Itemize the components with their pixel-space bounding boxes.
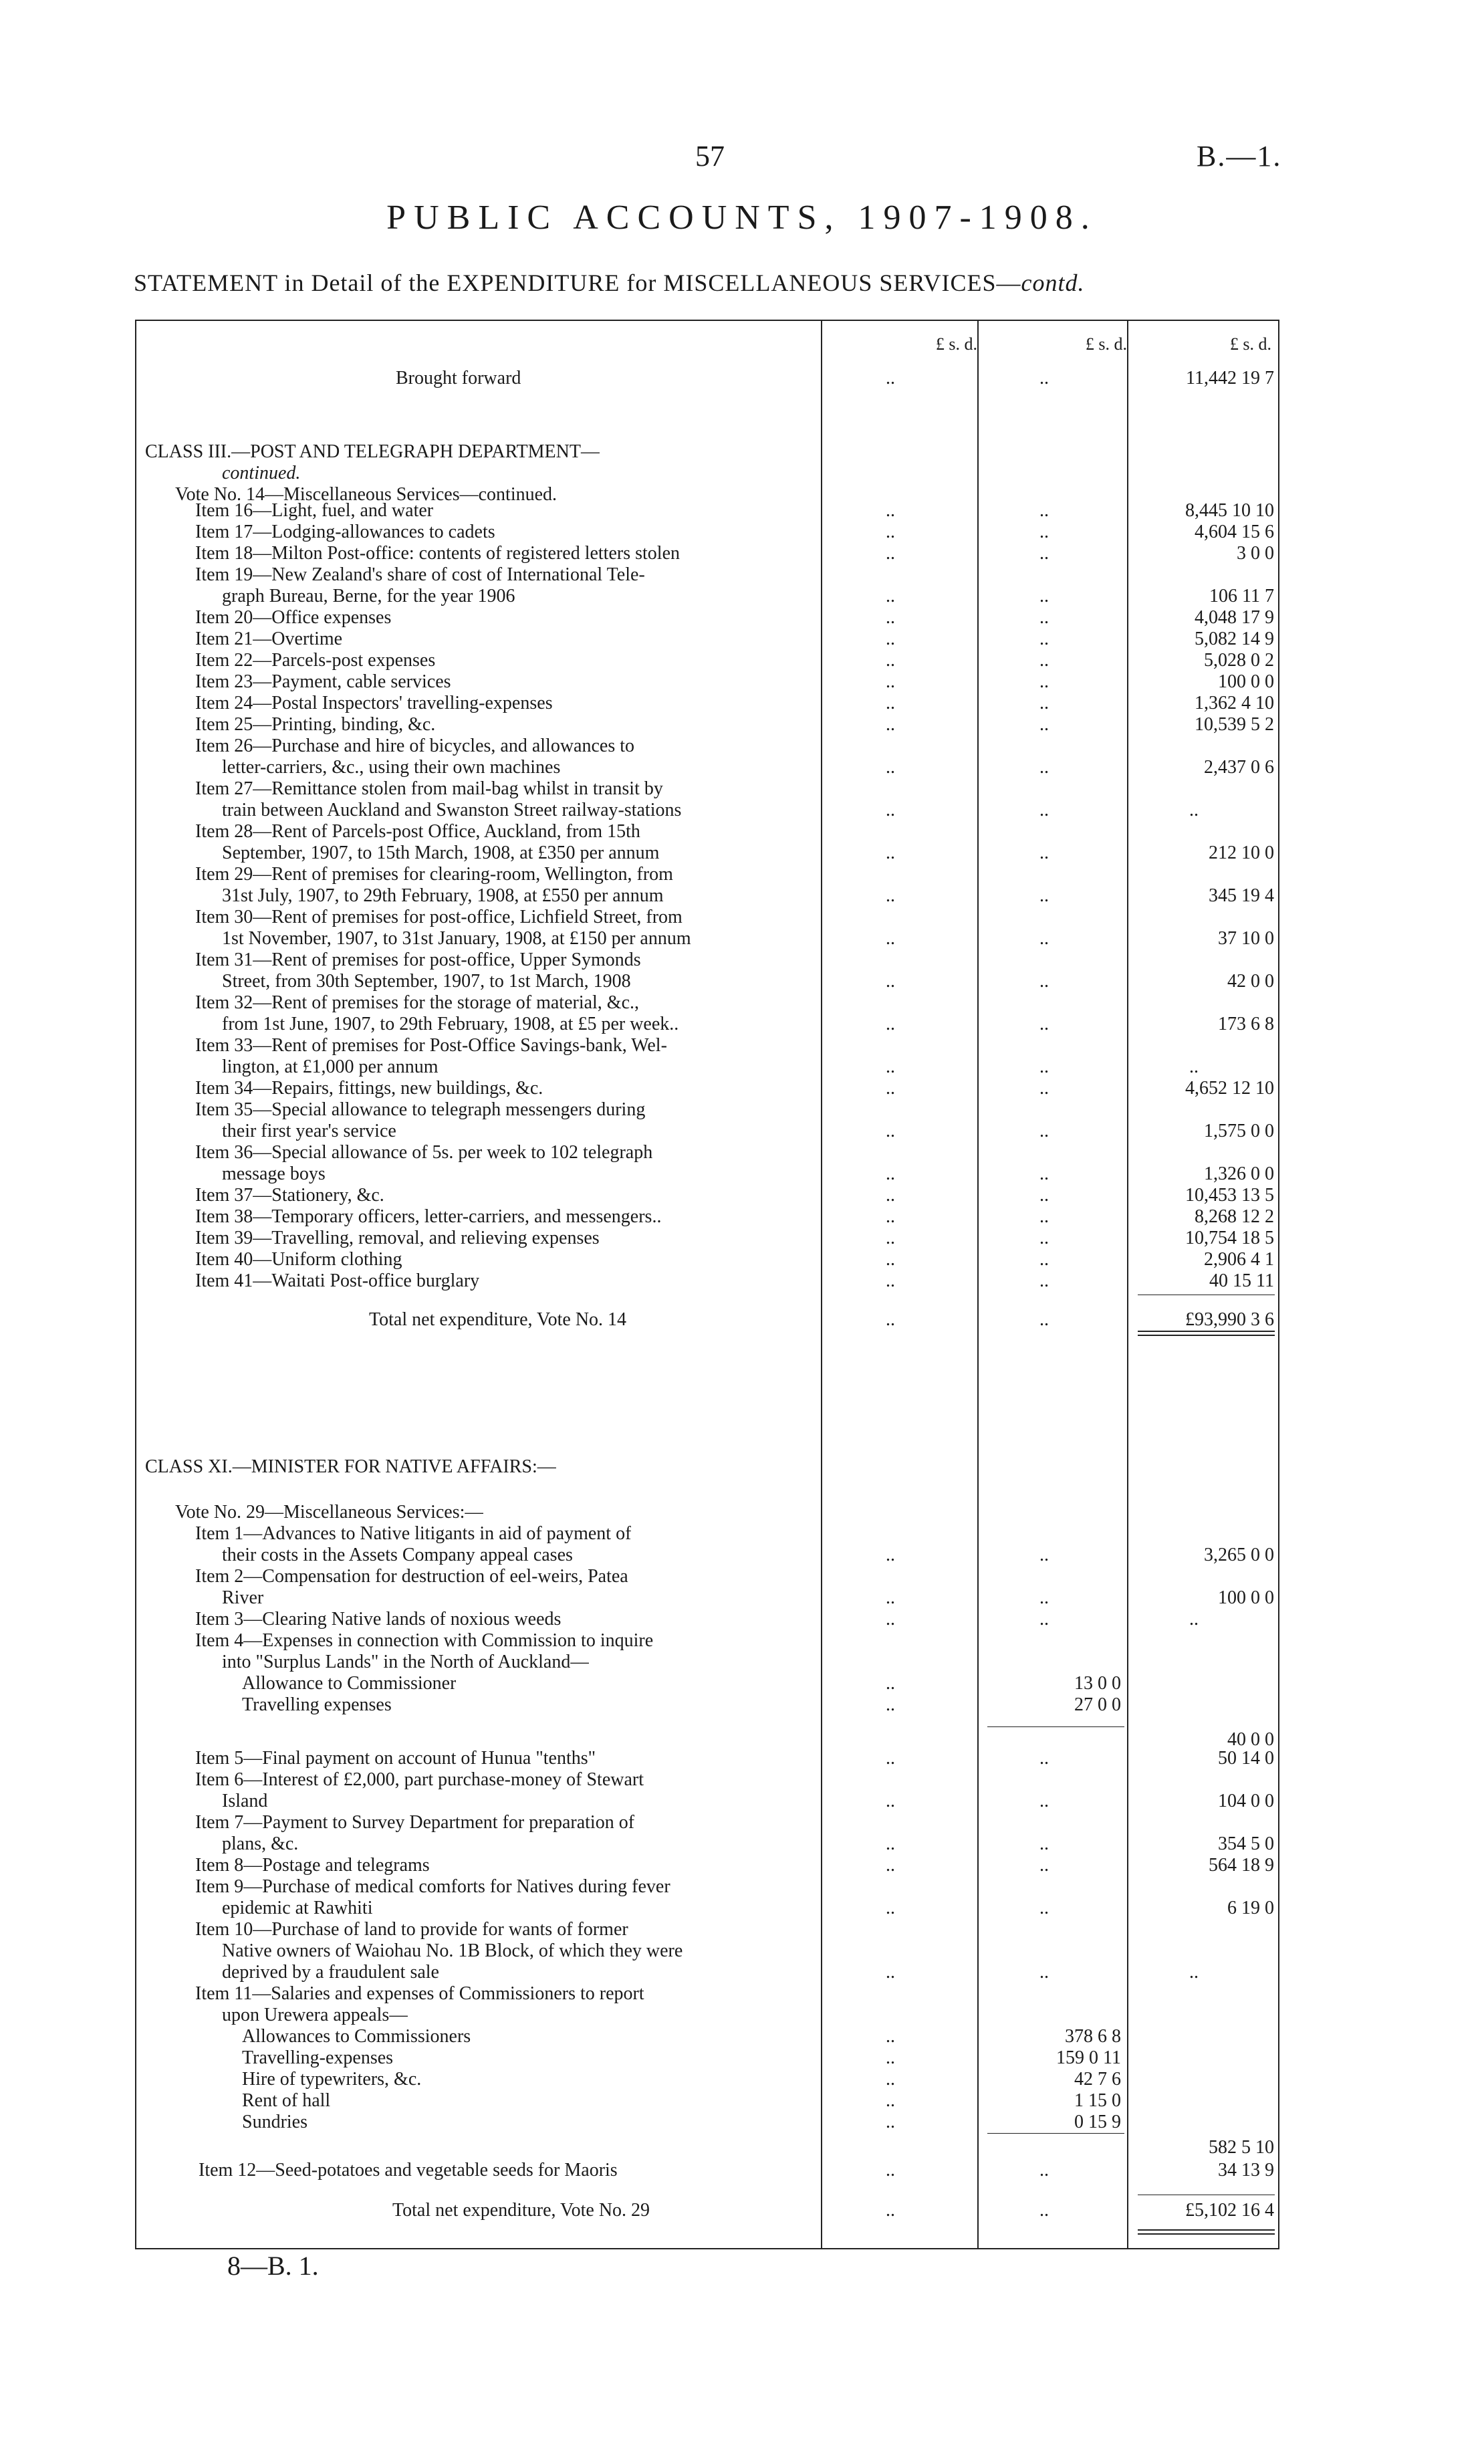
item4-subtotal-rule [987,1726,1124,1727]
row-description: Item 30—Rent of premises for post-office, Lichfield Street, from [195,907,683,927]
row-description: Item 7—Payment to Survey Department for preparation of [195,1812,635,1833]
row-amount-col2: .. [1039,1833,1049,1854]
row-amount-col2: 13 0 0 [1074,1673,1121,1694]
row-description: 1st November, 1907, to 31st January, 1908, at £150 per annum [222,928,691,949]
row-amount-col3: 1,326 0 0 [1204,1163,1274,1184]
row-amount-col1: .. [886,1121,895,1141]
row-amount-col2: .. [1039,971,1049,992]
row-amount-col1: .. [886,971,895,992]
row-description: Item 31—Rent of premises for post-office, Upper Symonds [195,949,641,970]
row-description: Island [222,1791,268,1811]
row-amount-col2: .. [1039,1228,1049,1248]
table-row [135,1014,1279,1035]
row-amount-col3: 100 0 0 [1218,671,1274,692]
row-amount-col2: .. [1039,671,1049,692]
row-amount-col3: 8,268 12 2 [1195,1206,1274,1227]
row-description: Total net expenditure, Vote No. 29 [392,2200,650,2221]
row-amount-col1: .. [886,928,895,949]
row-amount-col2: 159 0 11 [1056,2047,1121,2068]
table-row [135,1609,1279,1630]
row-amount-col2: .. [1039,500,1049,521]
row-amount-col2: .. [1039,1014,1049,1034]
row-amount-col1: .. [886,2047,895,2068]
table-row [135,564,1279,586]
page-footer-signature: 8—B. 1. [227,2251,319,2281]
col2-currency-header: £ s. d. [1085,334,1127,354]
vote14-double-rule-b [1138,1335,1275,1336]
table-row [135,1035,1279,1056]
row-amount-col1: .. [886,1545,895,1565]
row-amount-col1: .. [886,2160,895,2180]
row-amount-col2: .. [1039,1121,1049,1141]
row-amount-col3: 100 0 0 [1218,1587,1274,1608]
table-row [135,650,1279,671]
row-amount-col3: 34 13 9 [1218,2160,1274,2180]
row-amount-col3: 11,442 19 7 [1186,368,1274,388]
page-number: 57 [695,140,725,173]
row-amount-col3: .. [1189,1609,1199,1630]
row-description: River [222,1587,264,1608]
row-description: Item 3—Clearing Native lands of noxious weeds [195,1609,562,1630]
row-amount-col2: .. [1039,800,1049,820]
row-description: Native owners of Waiohau No. 1B Block, of which they were [222,1940,683,1961]
table-row [135,586,1279,607]
row-amount-col3: 4,604 15 6 [1195,522,1274,542]
row-amount-col2: .. [1039,843,1049,863]
row-amount-col3: 5,028 0 2 [1204,650,1274,671]
table-row [135,2026,1279,2047]
table-row [135,693,1279,714]
row-amount-col1: .. [886,2026,895,2047]
row-description: September, 1907, to 15th March, 1908, at £350 per annum [222,843,660,863]
row-amount-col2: .. [1039,1791,1049,1811]
row-amount-col3: 564 18 9 [1209,1855,1274,1876]
row-description: Item 29—Rent of premises for clearing-room, Wellington, from [195,864,673,885]
row-amount-col2: .. [1039,1249,1049,1270]
row-amount-col2: .. [1039,522,1049,542]
row-description: Item 25—Printing, binding, &c. [195,714,436,735]
row-amount-col1: .. [886,1609,895,1630]
row-description: Vote No. 29—Miscellaneous Services:— [175,1502,484,1523]
row-description: Item 39—Travelling, removal, and relieving expenses [195,1228,600,1248]
table-row [135,463,1279,484]
row-description: Item 38—Temporary officers, letter-carriers, and messengers.. [195,1206,662,1227]
row-description: Item 16—Light, fuel, and water [195,500,434,521]
table-row [135,1652,1279,1673]
table-row [135,1876,1279,1898]
col3-currency-header: £ s. d. [1229,334,1271,354]
row-amount-col2: .. [1039,1206,1049,1227]
row-amount-col1: .. [886,1748,895,1769]
table-row [135,1099,1279,1121]
row-amount-col1: .. [886,1206,895,1227]
table-row [135,1163,1279,1185]
row-amount-col2: .. [1039,1962,1049,1983]
row-amount-col1: .. [886,757,895,778]
row-amount-col1: .. [886,671,895,692]
row-description: Item 19—New Zealand's share of cost of International Tele- [195,564,645,585]
row-amount-col3: 1,362 4 10 [1195,693,1274,713]
table-top-rule [135,320,1279,321]
table-row [135,864,1279,885]
table-row [135,1270,1279,1292]
row-amount-col1: .. [886,586,895,606]
row-description: Item 24—Postal Inspectors' travelling-expenses [195,693,553,713]
table-row [135,671,1279,693]
row-amount-col2: .. [1039,1309,1049,1330]
row-description: Item 34—Repairs, fittings, new buildings, &c. [195,1078,543,1099]
row-amount-col1: .. [886,1833,895,1854]
table-row [135,2137,1279,2158]
row-description: Item 10—Purchase of land to provide for wants of former [195,1919,628,1940]
table-row [135,1769,1279,1791]
table-row [135,1249,1279,1270]
row-amount-col3: 345 19 4 [1209,885,1274,906]
row-description: into "Surplus Lands" in the North of Auckland— [222,1652,590,1672]
row-description: Total net expenditure, Vote No. 14 [369,1309,627,1330]
col1-currency-header: £ s. d. [935,334,977,354]
row-description: Item 20—Office expenses [195,607,392,628]
row-amount-col1: .. [886,1673,895,1694]
row-amount-col2: .. [1039,757,1049,778]
table-row [135,1898,1279,1919]
row-description: Street, from 30th September, 1907, to 1st March, 1908 [222,971,631,992]
table-row [135,843,1279,864]
row-amount-col2: .. [1039,928,1049,949]
row-amount-col3: 1,575 0 0 [1204,1121,1274,1141]
row-amount-col1: .. [886,1898,895,1918]
table-row [135,1812,1279,1833]
row-description: Item 26—Purchase and hire of bicycles, and allowances to [195,736,635,756]
table-row [135,1694,1279,1716]
row-amount-col1: .. [886,2090,895,2111]
row-description: Item 35—Special allowance to telegraph messengers during [195,1099,646,1120]
row-amount-col3: 5,082 14 9 [1195,629,1274,649]
row-amount-col1: .. [886,1185,895,1206]
row-amount-col1: .. [886,800,895,820]
table-row [135,607,1279,629]
row-description: Item 40—Uniform clothing [195,1249,402,1270]
row-amount-col3: 4,048 17 9 [1195,607,1274,628]
row-amount-col3: 582 5 10 [1209,2137,1274,2158]
row-description: CLASS XI.—MINISTER FOR NATIVE AFFAIRS:— [145,1456,556,1477]
table-row [135,543,1279,564]
row-amount-col1: .. [886,522,895,542]
statement-subtitle [134,269,1084,297]
row-amount-col2: 378 6 8 [1065,2026,1121,2047]
row-description: Item 11—Salaries and expenses of Commissioners to report [195,1983,644,2004]
table-row [135,1456,1279,1478]
table-row [135,714,1279,736]
row-amount-col2: .. [1039,1898,1049,1918]
row-description: Item 23—Payment, cable services [195,671,451,692]
row-amount-col3: 42 0 0 [1227,971,1274,992]
table-row [135,736,1279,757]
row-amount-col2: .. [1039,2160,1049,2180]
row-amount-col3: 8,445 10 10 [1185,500,1274,521]
row-amount-col1: .. [886,1855,895,1876]
row-description: Hire of typewriters, &c. [242,2069,422,2090]
row-description: Travelling-expenses [242,2047,394,2068]
row-description: Item 6—Interest of £2,000, part purchase-money of Stewart [195,1769,644,1790]
row-description: Vote No. 14—Miscellaneous Services—continued. [175,484,558,505]
table-bottom-rule [135,2248,1279,2249]
row-amount-col1: .. [886,1309,895,1330]
row-amount-col2: 1 15 0 [1074,2090,1121,2111]
table-row [135,1206,1279,1228]
row-amount-col2: .. [1039,368,1049,388]
row-amount-col2: .. [1039,586,1049,606]
subtitle-italic: contd. [1021,269,1085,296]
table-row [135,1142,1279,1163]
row-description: their first year's service [222,1121,396,1141]
table-row [135,778,1279,800]
row-description: Allowances to Commissioners [242,2026,471,2047]
row-description: message boys [222,1163,326,1184]
row-amount-col3: 212 10 0 [1209,843,1274,863]
row-amount-col1: .. [886,500,895,521]
row-amount-col2: .. [1039,607,1049,628]
row-amount-col2: .. [1039,1748,1049,1769]
document-title: PUBLIC ACCOUNTS, 1907-1908. [386,199,1098,237]
vote29-double-rule-b [1138,2233,1275,2235]
row-amount-col1: .. [886,885,895,906]
row-amount-col2: 27 0 0 [1074,1694,1121,1715]
row-amount-col3: 2,437 0 6 [1204,757,1274,778]
row-amount-col2: 0 15 9 [1074,2112,1121,2132]
table-row [135,1791,1279,1812]
row-description: plans, &c. [222,1833,299,1854]
row-amount-col1: .. [886,629,895,649]
row-amount-col1: .. [886,368,895,388]
row-description: Item 17—Lodging-allowances to cadets [195,522,495,542]
row-amount-col3: 40 15 11 [1209,1270,1274,1291]
row-description: Item 28—Rent of Parcels-post Office, Auckland, from 15th [195,821,640,842]
table-row [135,1630,1279,1652]
row-description: Item 36—Special allowance of 5s. per week to 102 telegraph [195,1142,653,1163]
row-description: Allowance to Commissioner [242,1673,457,1694]
table-row [135,368,1279,389]
table-row [135,1056,1279,1078]
row-description: Item 12—Seed-potatoes and vegetable seeds for Maoris [199,2160,618,2180]
vote29-double-rule-a [1138,2229,1275,2231]
item11-subtotal-rule [987,2133,1124,2134]
table-row [135,1833,1279,1855]
row-description: Item 41—Waitati Post-office burglary [195,1270,480,1291]
row-description: letter-carriers, &c., using their own machines [222,757,561,778]
table-row [135,500,1279,522]
table-row [135,1523,1279,1545]
row-description: CLASS III.—POST AND TELEGRAPH DEPARTMENT— [145,441,600,462]
table-row [135,1309,1279,1331]
row-amount-col1: .. [886,1270,895,1291]
table-row [135,2005,1279,2026]
row-description: Item 2—Compensation for destruction of eel-weirs, Patea [195,1566,628,1587]
row-description: deprived by a fraudulent sale [222,1962,439,1983]
table-row [135,629,1279,650]
table-row [135,1502,1279,1523]
table-row [135,522,1279,543]
row-amount-col3: 104 0 0 [1218,1791,1274,1811]
row-amount-col2: .. [1039,1163,1049,1184]
row-description: Item 37—Stationery, &c. [195,1185,384,1206]
table-row [135,757,1279,778]
row-amount-col1: .. [886,543,895,564]
row-amount-col3: 3 0 0 [1237,543,1274,564]
row-amount-col3: £93,990 3 6 [1185,1309,1274,1330]
row-amount-col2: .. [1039,714,1049,735]
table-row [135,1855,1279,1876]
row-amount-col3: 4,652 12 10 [1185,1078,1274,1099]
row-amount-col1: .. [886,607,895,628]
row-amount-col3: 10,539 5 2 [1195,714,1274,735]
row-amount-col2: 42 7 6 [1074,2069,1121,2090]
row-amount-col1: .. [886,1056,895,1077]
row-amount-col1: .. [886,714,895,735]
row-description: Item 32—Rent of premises for the storage of material, &c., [195,992,640,1013]
table-row [135,1078,1279,1099]
row-amount-col2: .. [1039,1609,1049,1630]
table-row [135,928,1279,949]
table-row [135,2112,1279,2133]
row-amount-col3: 10,453 13 5 [1185,1185,1274,1206]
row-amount-col2: .. [1039,885,1049,906]
row-amount-col3: .. [1189,1056,1199,1077]
row-amount-col1: .. [886,1014,895,1034]
row-description: Item 22—Parcels-post expenses [195,650,436,671]
row-amount-col2: .. [1039,1185,1049,1206]
table-row [135,821,1279,843]
row-amount-col1: .. [886,2069,895,2090]
table-row [135,992,1279,1014]
vote14-double-rule-a [1138,1331,1275,1332]
row-description: Item 27—Remittance stolen from mail-bag whilst in transit by [195,778,663,799]
table-row [135,1748,1279,1769]
row-description: Item 18—Milton Post-office: contents of registered letters stolen [195,543,680,564]
row-amount-col2: .. [1039,1545,1049,1565]
table-row [135,2090,1279,2112]
row-amount-col1: .. [886,1587,895,1608]
table-row [135,1121,1279,1142]
row-description: Item 33—Rent of premises for Post-Office Savings-bank, Wel- [195,1035,667,1056]
row-amount-col3: 50 14 0 [1218,1748,1274,1769]
table-row [135,1185,1279,1206]
row-amount-col1: .. [886,2200,895,2221]
expenditure-table [135,320,1279,2249]
table-row [135,2200,1279,2221]
table-row [135,949,1279,971]
row-description: Rent of hall [242,2090,331,2111]
row-description: Item 1—Advances to Native litigants in aid of payment of [195,1523,632,1544]
row-amount-col2: .. [1039,1056,1049,1077]
row-description: graph Bureau, Berne, for the year 1906 [222,586,515,606]
table-row [135,907,1279,928]
row-description: Item 8—Postage and telegrams [195,1855,430,1876]
table-row [135,1673,1279,1694]
subtitle-main: STATEMENT in Detail of the EXPENDITURE for MISCELLANEOUS SERVICES— [134,269,1021,296]
row-amount-col1: .. [886,1791,895,1811]
table-row [135,2069,1279,2090]
row-amount-col3: 173 6 8 [1218,1014,1274,1034]
row-amount-col2: .. [1039,543,1049,564]
row-description: Travelling expenses [242,1694,392,1715]
row-amount-col1: .. [886,693,895,713]
table-row [135,971,1279,992]
row-description: Brought forward [396,368,521,388]
table-row [135,2047,1279,2069]
row-amount-col3: 2,906 4 1 [1204,1249,1274,1270]
row-amount-col1: .. [886,650,895,671]
table-row [135,800,1279,821]
row-description: train between Auckland and Swanston Street railway-stations [222,800,682,820]
row-description: Item 9—Purchase of medical comforts for Natives during fever [195,1876,670,1897]
table-row [135,1983,1279,2005]
row-amount-col1: .. [886,1962,895,1983]
row-description: Item 5—Final payment on account of Hunua "tenths" [195,1748,596,1769]
row-description: their costs in the Assets Company appeal cases [222,1545,573,1565]
row-amount-col3: £5,102 16 4 [1185,2200,1274,2221]
table-row [135,2160,1279,2181]
row-amount-col3: 37 10 0 [1218,928,1274,949]
row-description: 31st July, 1907, to 29th February, 1908, at £550 per annum [222,885,664,906]
row-amount-col2: .. [1039,629,1049,649]
row-amount-col1: .. [886,2112,895,2132]
row-description: Sundries [242,2112,307,2132]
row-amount-col1: .. [886,1078,895,1099]
table-row [135,1962,1279,1983]
table-row [135,1545,1279,1566]
row-amount-col2: .. [1039,2200,1049,2221]
row-amount-col3: 10,754 18 5 [1185,1228,1274,1248]
row-amount-col3: .. [1189,800,1199,820]
row-amount-col2: .. [1039,1270,1049,1291]
row-amount-col1: .. [886,1163,895,1184]
row-amount-col3: 6 19 0 [1227,1898,1274,1918]
row-amount-col1: .. [886,1694,895,1715]
row-amount-col3: 354 5 0 [1218,1833,1274,1854]
row-description: upon Urewera appeals— [222,2005,408,2025]
row-description: Item 4—Expenses in connection with Commission to inquire [195,1630,654,1651]
row-amount-col1: .. [886,1228,895,1248]
table-row [135,1228,1279,1249]
row-amount-col3: .. [1189,1962,1199,1983]
row-description: epidemic at Rawhiti [222,1898,373,1918]
row-amount-col3: 40 0 0 [1227,1729,1274,1750]
row-amount-col1: .. [886,1249,895,1270]
table-row [135,1566,1279,1587]
report-reference: B.—1. [1197,140,1282,173]
row-amount-col1: .. [886,843,895,863]
table-row [135,1919,1279,1940]
table-row [135,441,1279,463]
row-description: lington, at £1,000 per annum [222,1056,439,1077]
row-amount-col2: .. [1039,693,1049,713]
row-amount-col3: 3,265 0 0 [1204,1545,1274,1565]
row-amount-col3: 106 11 7 [1209,586,1274,606]
table-row [135,1940,1279,1962]
row-amount-col2: .. [1039,650,1049,671]
row-description: from 1st June, 1907, to 29th February, 1908, at £5 per week.. [222,1014,679,1034]
table-row [135,885,1279,907]
row-amount-col2: .. [1039,1078,1049,1099]
row-amount-col2: .. [1039,1855,1049,1876]
row-amount-col2: .. [1039,1587,1049,1608]
table-row [135,1587,1279,1609]
row-description: continued. [222,463,301,483]
row-description: Item 21—Overtime [195,629,343,649]
